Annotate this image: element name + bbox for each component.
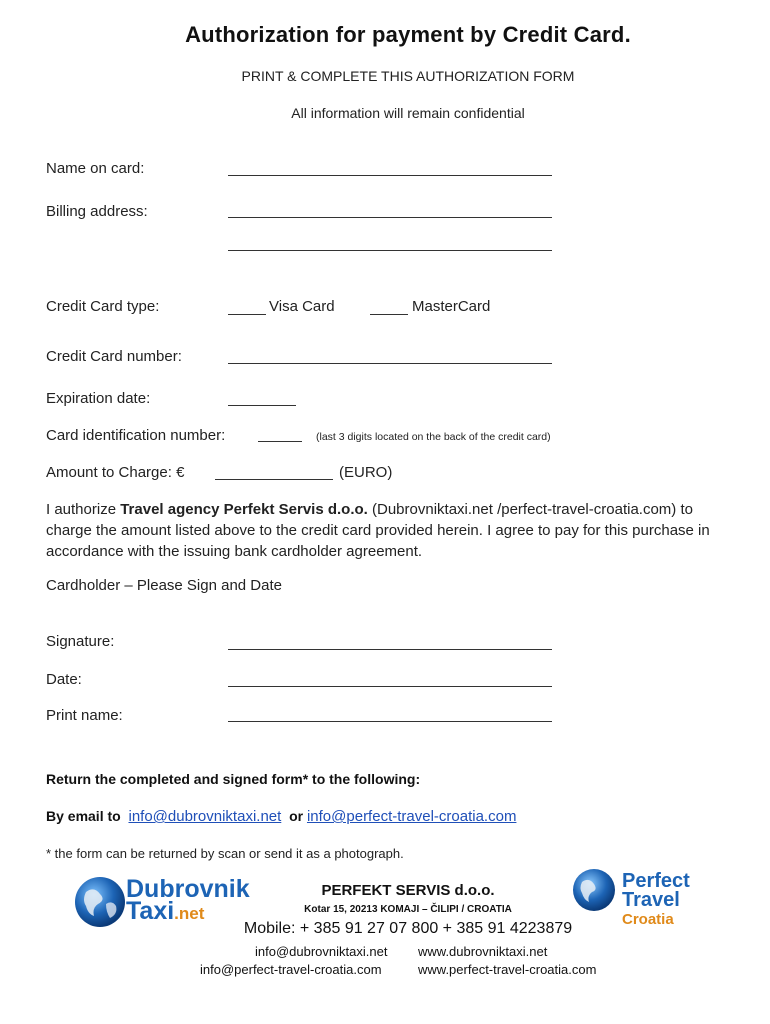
email-link-perfect-travel[interactable]: info@perfect-travel-croatia.com	[306, 808, 517, 825]
authorized-company: Travel agency Perfekt Servis d.o.o.	[120, 501, 368, 518]
amount-label: Amount to Charge: €	[46, 464, 185, 481]
amount-field[interactable]	[215, 479, 333, 480]
authorization-paragraph	[46, 499, 736, 562]
visa-checkbox-line[interactable]	[228, 314, 266, 315]
email-link-dubrovniktaxi[interactable]: info@dubrovniktaxi.net	[128, 808, 282, 825]
footer-mobile: Mobile: + 385 91 27 07 800 + 385 91 4223879	[243, 920, 573, 937]
card-number-label: Credit Card number:	[46, 348, 182, 365]
logo-left-suffix: .net	[174, 904, 205, 923]
logo-right-line1: Perfect Travel	[622, 870, 690, 911]
expiration-label: Expiration date:	[46, 390, 151, 407]
billing-address-label: Billing address:	[46, 203, 148, 220]
name-on-card-field[interactable]	[228, 175, 552, 176]
name-on-card-label: Name on card:	[46, 160, 145, 177]
footer-web-1[interactable]: www.dubrovniktaxi.net	[418, 944, 548, 959]
card-number-field[interactable]	[228, 363, 552, 364]
signature-label: Signature:	[46, 633, 115, 650]
date-label: Date:	[46, 671, 82, 688]
logo-left-line2: Taxi	[126, 897, 175, 925]
mastercard-checkbox-line[interactable]	[370, 314, 408, 315]
footnote: * the form can be returned by scan or send it as a photograph.	[46, 846, 404, 861]
print-name-field[interactable]	[228, 721, 552, 722]
logo-right-line2: Croatia	[622, 911, 674, 928]
by-email-label: By email to	[46, 808, 121, 824]
billing-address-field-1[interactable]	[228, 217, 552, 218]
billing-address-field-2[interactable]	[228, 250, 552, 251]
page-title: Authorization for payment by Credit Card.	[185, 22, 631, 47]
cardholder-heading: Cardholder – Please Sign and Date	[46, 577, 282, 594]
footer-email-1[interactable]: info@dubrovniktaxi.net	[255, 944, 388, 959]
mastercard-option-label: MasterCard	[412, 298, 491, 315]
email-instructions	[46, 808, 516, 825]
card-id-field[interactable]	[258, 441, 302, 442]
card-id-label: Card identification number:	[46, 427, 226, 444]
footer-address: Kotar 15, 20213 KOMAJI – ČILIPI / CROATIA	[304, 904, 512, 915]
visa-option-label: Visa Card	[269, 298, 335, 315]
return-heading: Return the completed and signed form* to the following:	[46, 771, 421, 787]
authorization-prefix: I authorize	[46, 501, 121, 518]
expiration-field[interactable]	[228, 405, 296, 406]
form-subtitle: PRINT & COMPLETE THIS AUTHORIZATION FORM	[241, 68, 575, 84]
card-type-label: Credit Card type:	[46, 298, 160, 315]
date-field[interactable]	[228, 686, 552, 687]
currency-label: (EURO)	[339, 464, 393, 481]
logo-left-line1: Dubrovnik	[126, 875, 250, 903]
signature-field[interactable]	[228, 649, 552, 650]
print-name-label: Print name:	[46, 707, 123, 724]
card-id-hint: (last 3 digits located on the back of the credit card)	[316, 431, 551, 443]
footer-email-2[interactable]: info@perfect-travel-croatia.com	[200, 962, 382, 977]
authorization-suffix: (Dubrovniktaxi.net /perfect-travel-croatia.com) to charge the amount listed above to the credit card provided herein. I agree to pay for this purchase in accordance with the issuing bank cardholder agreement.	[46, 501, 710, 560]
footer-web-2[interactable]: www.perfect-travel-croatia.com	[418, 962, 597, 977]
confidential-note: All information will remain confidential	[291, 105, 525, 121]
or-label: or	[289, 808, 304, 824]
footer-company: PERFEKT SERVIS d.o.o.	[321, 882, 495, 899]
